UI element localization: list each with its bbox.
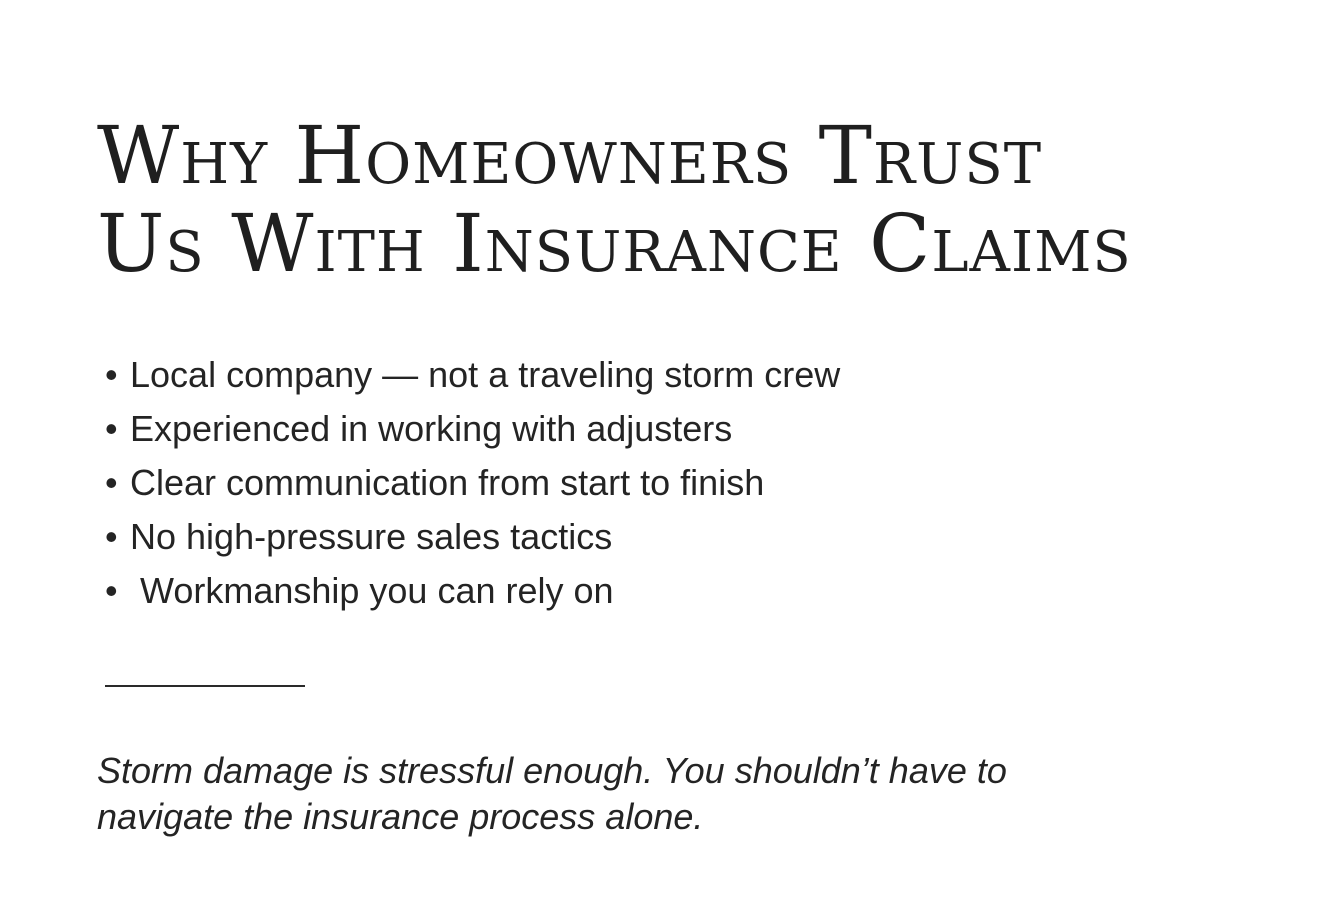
bullet-icon: • [105, 570, 118, 611]
benefit-item [105, 510, 840, 564]
bullet-icon: • [105, 354, 118, 395]
page-title [97, 109, 1297, 290]
benefits-list [105, 348, 840, 618]
benefit-text: Clear communication from start to finish [130, 462, 765, 503]
closing-line-1: Storm damage is stressful enough. You shouldn’t have to [97, 750, 1007, 791]
bullet-icon: • [105, 462, 118, 503]
closing-statement [97, 748, 1097, 840]
benefit-text: No high-pressure sales tactics [130, 516, 613, 557]
section-divider [105, 685, 305, 687]
benefit-item [105, 456, 840, 510]
bullet-icon: • [105, 408, 118, 449]
benefit-item [105, 348, 840, 402]
benefit-text: Workmanship you can rely on [140, 570, 614, 611]
benefit-text: Experienced in working with adjusters [130, 408, 733, 449]
closing-line-2: navigate the insurance process alone. [97, 796, 704, 837]
benefit-text: Local company — not a traveling storm crew [130, 354, 841, 395]
benefit-item [105, 564, 840, 618]
bullet-icon: • [105, 516, 118, 557]
page-title-line-2: Us With Insurance Claims [97, 197, 1132, 290]
page-title-line-1: Why Homeowners Trust [97, 109, 1043, 202]
benefit-item [105, 402, 840, 456]
